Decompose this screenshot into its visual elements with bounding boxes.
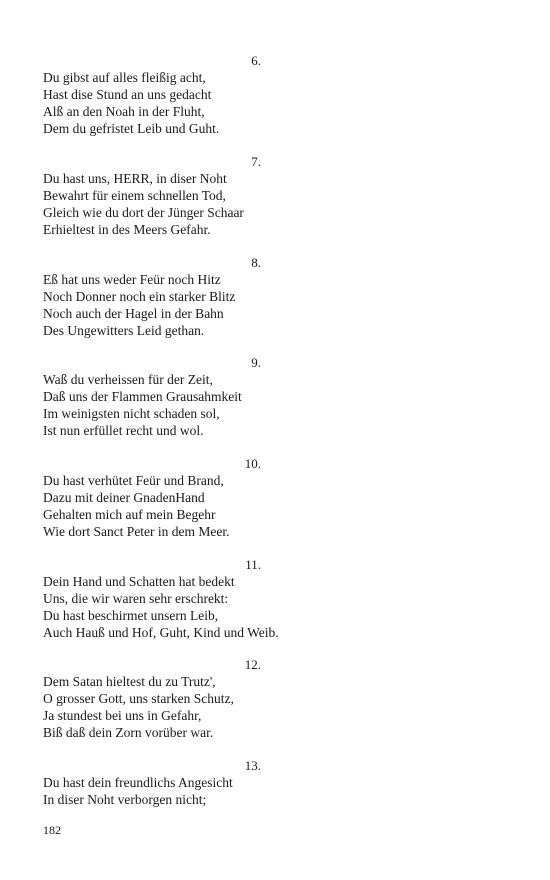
stanza-number: 12. <box>244 657 261 672</box>
verse-line: Gehalten mich auf mein Begehr <box>43 507 216 522</box>
verse-line: Du hast dein freundlichs Angesicht <box>43 775 233 790</box>
stanza-number: 8. <box>251 255 261 270</box>
verse-line: Du hast beschirmet unsern Leib, <box>43 608 219 623</box>
verse-line: Bewahrt für einem schnellen Tod, <box>43 188 226 203</box>
verse-line: Eß hat uns weder Feür noch Hitz <box>43 272 221 287</box>
verse-line: Gleich wie du dort der Jünger Schaar <box>43 205 244 220</box>
stanza-number: 11. <box>245 557 261 572</box>
verse-line: Dein Hand und Schatten hat bedekt <box>43 574 235 589</box>
verse-line: Dem Satan hieltest du zu Trutz', <box>43 674 216 689</box>
verse-line: In diser Noht verborgen nicht; <box>43 792 207 807</box>
stanza-number: 10. <box>244 456 261 471</box>
verse-line: Des Ungewitters Leid gethan. <box>43 323 205 338</box>
verse-line: Ja stundest bei uns in Gefahr, <box>43 708 202 723</box>
verse-line: Du hast verhütet Feür und Brand, <box>43 473 224 488</box>
verse-line: Auch Hauß und Hof, Guht, Kind und Weib. <box>43 625 279 640</box>
verse-line: Du hast uns, HERR, in diser Noht <box>43 171 227 186</box>
stanza-number: 7. <box>251 154 261 169</box>
verse-line: Hast dise Stund an uns gedacht <box>43 87 212 102</box>
stanza-number: 9. <box>251 355 261 370</box>
verse-line: Erhieltest in des Meers Gefahr. <box>43 222 211 237</box>
stanza-number: 6. <box>251 53 261 68</box>
verse-line: Daß uns der Flammen Grausahmkeit <box>43 389 242 404</box>
verse-line: Dem du gefristet Leib und Guht. <box>43 121 220 136</box>
verse-line: Du gibst auf alles fleißig acht, <box>43 70 206 85</box>
verse-line: Alß an den Noah in der Fluht, <box>43 104 205 119</box>
verse-line: Waß du verheissen für der Zeit, <box>43 372 213 387</box>
page-number: 182 <box>43 823 61 837</box>
verse-line: Wie dort Sanct Peter in dem Meer. <box>43 524 230 539</box>
verse-line: Im weinigsten nicht schaden sol, <box>43 406 220 421</box>
stanza-number: 13. <box>244 758 261 773</box>
verse-line: Uns, die wir waren sehr erschrekt: <box>43 591 229 606</box>
verse-line: Dazu mit deiner GnadenHand <box>43 490 205 505</box>
verse-line: Biß daß dein Zorn vorüber war. <box>43 725 214 740</box>
verse-line: Ist nun erfüllet recht und wol. <box>43 423 204 438</box>
verse-line: Noch auch der Hagel in der Bahn <box>43 306 224 321</box>
verse-line: O grosser Gott, uns starken Schutz, <box>43 691 234 706</box>
verse-line: Noch Donner noch ein starker Blitz <box>43 289 236 304</box>
